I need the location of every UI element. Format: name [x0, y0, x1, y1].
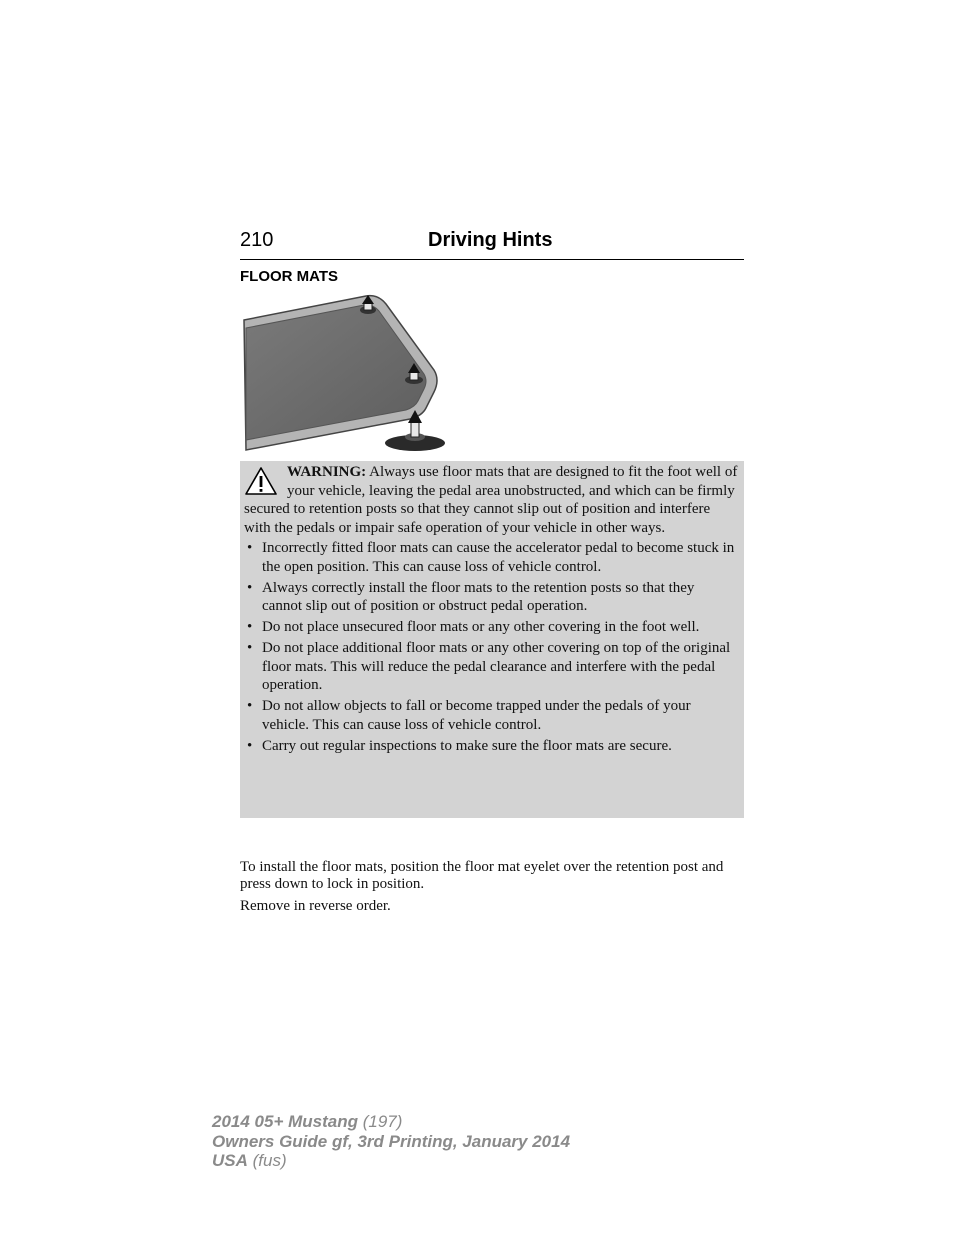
- footer-line-3: USA (fus): [212, 1151, 287, 1170]
- page-footer: [212, 1112, 570, 1171]
- warning-bullet: • Carry out regular inspections to make sure the floor mats are secure.: [244, 737, 738, 756]
- warning-bullet: • Always correctly install the floor mats to the retention posts so that they cannot slip out of position or obstruct pedal operation.: [244, 579, 738, 616]
- page-header: [240, 229, 744, 260]
- install-instructions: To install the floor mats, position the floor mat eyelet over the retention post and press down to lock in position.: [240, 859, 724, 892]
- warning-box: [240, 461, 744, 818]
- page-number: 210: [240, 229, 274, 251]
- warning-bullet: • Do not allow objects to fall or become trapped under the pedals of your vehicle. This can cause loss of vehicle control.: [244, 697, 738, 734]
- warning-bullet-list: [244, 539, 738, 755]
- floor-mat-illustration: [240, 292, 445, 452]
- section-title: Driving Hints: [428, 229, 553, 251]
- footer-line-2: Owners Guide gf, 3rd Printing, January 2014: [212, 1131, 571, 1151]
- warning-bullet: • Do not place additional floor mats or any other covering on top of the original floor mats. This will reduce the pedal clearance and interfere with the pedal operation.: [244, 639, 738, 695]
- warning-bullet: • Do not place unsecured floor mats or any other covering in the foot well.: [244, 618, 738, 637]
- warning-intro-text: Always use floor mats that are designed to fit the foot well of your vehicle, leaving the pedal area unobstructed, and which can be firmly secured to retention posts so that they cannot slip out of position and interfere with the pedals or impair safe operation of your vehicle in other ways.: [244, 464, 738, 536]
- warning-bullet: • Incorrectly fitted floor mats can cause the accelerator pedal to become stuck in the open position. This can cause loss of vehicle control.: [244, 539, 738, 576]
- footer-line-1: 2014 05+ Mustang (197): [212, 1112, 403, 1131]
- floor-mats-heading: FLOOR MATS: [240, 268, 339, 285]
- remove-instructions: Remove in reverse order.: [240, 898, 391, 914]
- warning-label: WARNING:: [287, 464, 367, 480]
- warning-intro: [244, 463, 738, 537]
- warning-triangle-icon: [244, 466, 278, 496]
